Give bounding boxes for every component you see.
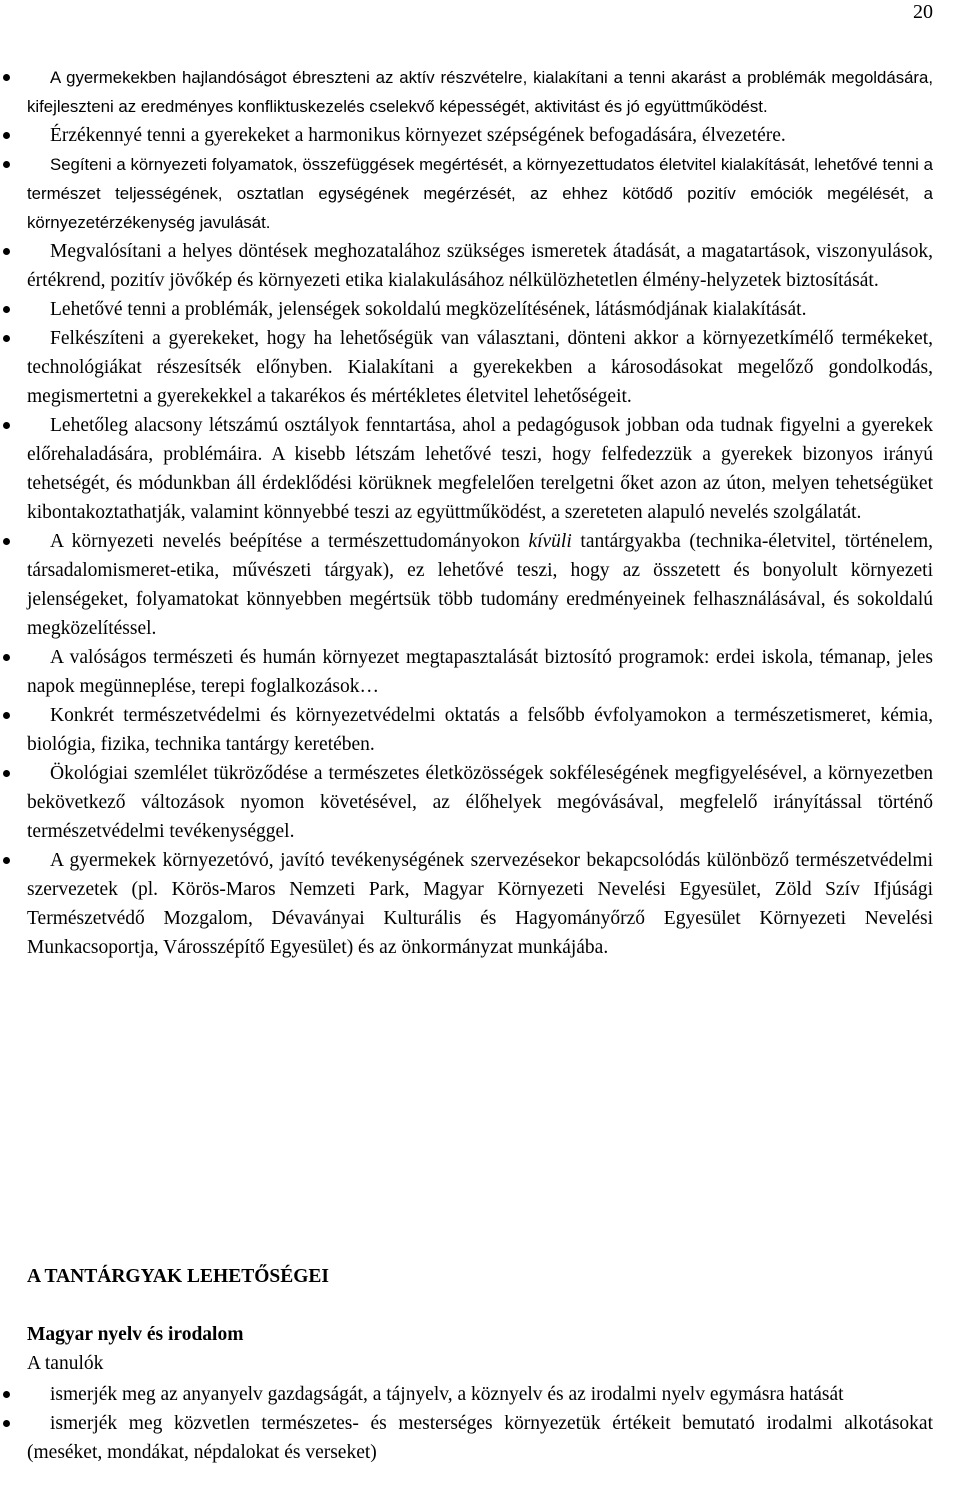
list-item: ismerjék meg az anyanyelv gazdagságát, a tájnyelv, a köznyelv és az irodalmi nyelv egymásra hatását [0, 1380, 960, 1409]
list-item: ismerjék meg közvetlen természetes- és mesterséges környezetük értékeit bemutató irodalmi alkotásokat (meséket, mondákat, népdalokat és verseket) [0, 1409, 960, 1467]
goals-bullet-list [0, 63, 960, 962]
subject-bullet-list [0, 1380, 960, 1467]
list-item: A gyermekekben hajlandóságot ébreszteni az aktív részvételre, kialakítani a tenni akarást a problémák megoldására, kifejleszteni az eredményes konfliktuskezelés cselekvő képességét, aktivitást és jó együttműködést. [0, 63, 960, 121]
list-item-text-italic: kívüli [528, 531, 572, 552]
list-item: A gyermekek környezetóvó, javító tevékenységének szervezésekor bekapcsolódás különböző természetvédelmi szervezetek (pl. Körös-Maros Nemzeti Park, Magyar Környezeti Nevelési Egyesület, Zöld Szív Ifjúsági Természetvédő Mozgalom, Dévaványai Kulturális és Hagyományőrző Egyesület Környezeti Nevelési Munkacsoportja, Városszépítő Egyesület) és az önkormányzat munkájába. [0, 846, 960, 962]
list-item: A valóságos természeti és humán környezet megtapasztalását biztosító programok: erdei iskola, témanap, jeles napok megünneplése, terepi foglalkozások… [0, 643, 960, 701]
list-item: Lehetővé tenni a problémák, jelenségek sokoldalú megközelítésének, látásmódjának kialakítását. [0, 295, 960, 324]
list-item: Ökológiai szemlélet tükröződése a természetes életközösségek sokféleségének megfigyelésével, a környezetben bekövetkező változások nyomon követésével, az élőhelyek megóvásával, megfelelő irányítással történő természetvédelmi tevékenységgel. [0, 759, 960, 846]
list-item: Felkészíteni a gyerekeket, hogy ha lehetőségük van választani, dönteni akkor a környezetkímélő termékeket, technológiákat részesítsék előnyben. Kialakítani a gyerekekben a károsodásokat megelőző gondolkodás, megismertetni a gyerekekkel a takarékos és mértékletes életvitel lehetőségeit. [0, 324, 960, 411]
section-heading: A TANTÁRGYAK LEHETŐSÉGEI [27, 1266, 329, 1287]
list-item: Segíteni a környezeti folyamatok, összefüggések megértését, a környezettudatos életvitel kialakítását, lehetővé tenni a természet teljességének, osztatlan egységének megérzését, az ehhez kötődő pozitív emóciók megélését, a környezetérzékenység javulását. [0, 150, 960, 237]
list-item: Érzékennyé tenni a gyerekeket a harmonikus környezet szépségének befogadására, élvezetére. [0, 121, 960, 150]
subjects-section [27, 1262, 933, 1378]
list-item: Megvalósítani a helyes döntések meghozatalához szükséges ismeretek átadását, a magatartások, viszonyulások, értékrend, pozitív jövőkép és környezeti etika kialakulásához nélkülözhetetlen élmény-helyzetek biztosítását. [0, 237, 960, 295]
page-number: 20 [913, 1, 933, 23]
list-item-text-after: tantárgyakba (technika-életvitel, történelem, társadalomismeret-etika, művészeti tárgyak), ez lehetővé teszi, hogy az összetett és bonyolult környezeti jelenségeket, folyamatokat könnyebben megértsük több tudomány eredményeinek felhasználásával, és sokoldalú megközelítéssel. [27, 531, 933, 639]
subject-heading: Magyar nyelv és irodalom [27, 1324, 244, 1345]
list-item [0, 527, 960, 643]
list-item-text-before: A környezeti nevelés beépítése a természettudományokon [50, 531, 529, 552]
list-item: Lehetőleg alacsony létszámú osztályok fenntartása, ahol a pedagógusok jobban oda tudnak figyelni a gyerekek előrehaladására, problémáira. A kisebb létszám lehetővé teszi, hogy felfedezzük a gyerekek bizonyos irányú tehetségét, és módunkban áll érdeklődési körüknek megfelelően terelgetni őket azon az úton, melyen tehetségüket kibontakoztathatják, valamint könnyebbé teszi az együttműködést, a szereteten alapuló nevelés szolgálatát. [0, 411, 960, 527]
list-item: Konkrét természetvédelmi és környezetvédelmi oktatás a felsőbb évfolyamokon a természetismeret, kémia, biológia, fizika, technika tantárgy keretében. [0, 701, 960, 759]
section-intro: A tanulók [27, 1353, 104, 1374]
